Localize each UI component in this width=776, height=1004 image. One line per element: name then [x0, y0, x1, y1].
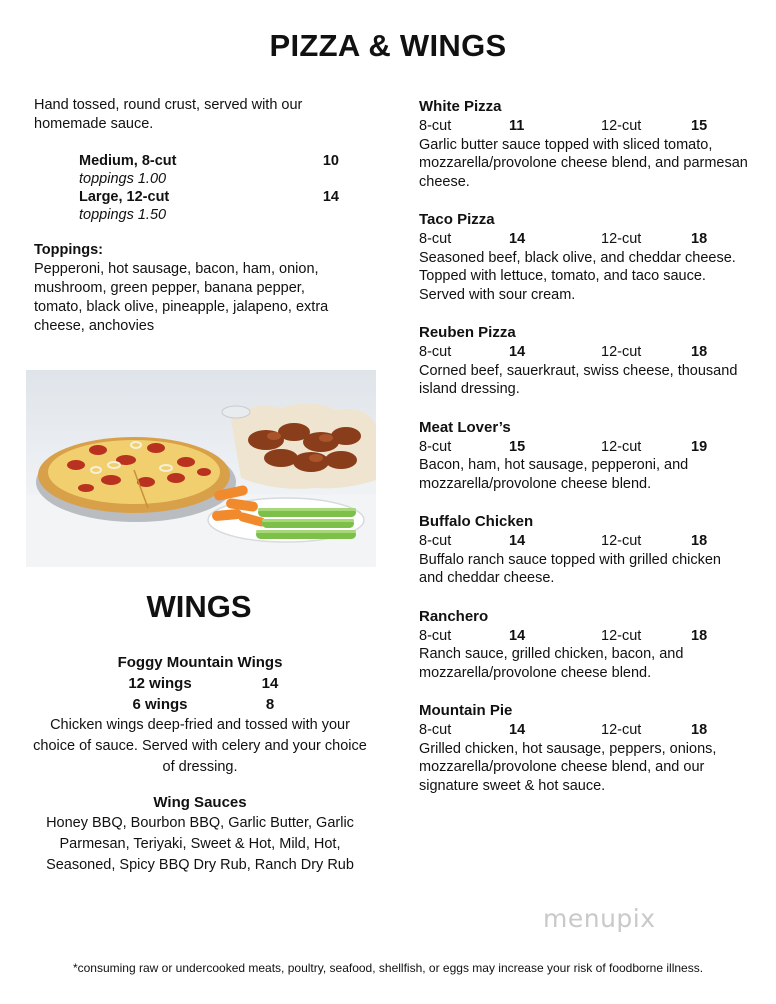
pizza-description: Garlic butter sauce topped with sliced tomato, mozzarella/provolone cheese blend, and parmesan cheese.	[419, 136, 748, 190]
wing-sauces-heading: Wing Sauces	[153, 794, 247, 811]
cut-price: 18	[691, 344, 708, 360]
food-illustration	[26, 370, 376, 567]
pizza-price-row	[419, 721, 749, 740]
wing-price: 8	[265, 696, 275, 713]
wings-item-name: Foggy Mountain Wings	[117, 654, 283, 671]
cut-size: 8-cut	[419, 627, 452, 644]
wings-description: Chicken wings deep-fried and tossed with your choice of sauce. Served with celery and your choice of dressing.	[33, 717, 367, 775]
size-topping-price: toppings 1.50	[79, 207, 167, 223]
wing-quantity: 12 wings	[128, 675, 192, 692]
cut-size: 12-cut	[601, 118, 642, 134]
specialty-pizza-item	[419, 323, 749, 399]
specialty-pizza-item	[419, 512, 749, 588]
size-row-medium	[79, 152, 339, 170]
page-title: PIZZA & WINGS	[269, 28, 507, 63]
cut-price: 14	[509, 627, 526, 644]
pizza-price-row	[419, 532, 749, 551]
pizza-description: Seasoned beef, black olive, and cheddar cheese. Topped with lettuce, tomato, and taco sauce. Served with sour cream.	[419, 249, 736, 303]
size-price: 10	[322, 153, 339, 169]
pizza-description: Corned beef, sauerkraut, swiss cheese, thousand island dressing.	[419, 362, 738, 397]
pizza-name: Reuben Pizza	[419, 324, 516, 341]
wing-option-row	[30, 694, 370, 715]
pizza-description: Ranch sauce, grilled chicken, bacon, and mozzarella/provolone cheese blend.	[419, 646, 684, 681]
size-row-large	[79, 188, 339, 206]
size-price: 14	[322, 189, 339, 205]
wing-sauces-list: Honey BBQ, Bourbon BBQ, Garlic Butter, Garlic Parmesan, Teriyaki, Sweet & Hot, Mild, Hot, Seasoned, Spicy BBQ Dry Rub, Ranch Dry Rub	[46, 815, 354, 873]
specialty-pizza-item	[419, 607, 749, 683]
wings-section	[30, 652, 370, 876]
cut-size: 12-cut	[601, 722, 642, 738]
cut-size: 8-cut	[419, 118, 452, 134]
cut-size: 8-cut	[419, 438, 452, 455]
pizza-name: Buffalo Chicken	[419, 513, 534, 530]
specialty-pizza-item	[419, 418, 749, 494]
cut-size: 12-cut	[601, 231, 642, 247]
menupix-watermark: menupix	[543, 904, 656, 933]
pizza-name: Taco Pizza	[419, 211, 495, 228]
specialty-pizza-list	[419, 97, 749, 814]
toppings-list: Pepperoni, hot sausage, bacon, ham, onion, mushroom, green pepper, banana pepper, tomato, black olive, pineapple, jalapeno, extra cheese, anchovies	[34, 261, 329, 334]
cut-price: 18	[691, 627, 708, 644]
pizza-description: Grilled chicken, hot sausage, peppers, onions, mozzarella/provolone cheese blend, and our signature sweet & hot sauce.	[419, 740, 717, 794]
cut-price: 15	[509, 438, 526, 455]
cut-size: 12-cut	[601, 533, 642, 549]
cut-price: 15	[691, 118, 708, 134]
cut-price: 18	[691, 722, 708, 738]
cut-size: 8-cut	[419, 231, 452, 247]
cut-price: 18	[691, 231, 708, 247]
pizza-name: Mountain Pie	[419, 702, 513, 719]
pizza-price-row	[419, 343, 749, 362]
pizza-description: Bacon, ham, hot sausage, pepperoni, and mozzarella/provolone cheese blend.	[419, 457, 689, 492]
pizza-price-row	[419, 230, 749, 249]
cut-price: 19	[691, 438, 708, 455]
pizza-name: White Pizza	[419, 98, 502, 115]
wing-price: 14	[261, 675, 279, 692]
cut-size: 12-cut	[601, 438, 642, 455]
cut-size: 8-cut	[419, 533, 452, 549]
cut-size: 12-cut	[601, 627, 642, 644]
cut-price: 11	[509, 118, 525, 134]
pizza-description: Buffalo ranch sauce topped with grilled chicken and cheddar cheese.	[419, 551, 722, 586]
toppings-heading: Toppings:	[34, 242, 103, 258]
cut-price: 14	[509, 533, 526, 549]
cut-price: 14	[509, 231, 526, 247]
size-name: Medium, 8-cut	[79, 153, 177, 169]
pizza-price-row	[419, 627, 749, 646]
cut-size: 8-cut	[419, 722, 452, 738]
wing-option-row	[30, 673, 370, 694]
pizza-wings-photo	[26, 370, 376, 567]
cut-price: 14	[509, 344, 526, 360]
size-topping-price: toppings 1.00	[79, 171, 167, 187]
cut-price: 14	[509, 722, 526, 738]
pizza-price-row	[419, 117, 749, 136]
pizza-name: Meat Lover’s	[419, 418, 511, 436]
food-safety-disclaimer: *consuming raw or undercooked meats, poultry, seafood, shellfish, or eggs may increase your risk of foodborne illness.	[72, 961, 704, 975]
wing-quantity: 6 wings	[132, 696, 188, 713]
pizza-price-row	[419, 438, 749, 457]
toppings-section	[34, 241, 354, 336]
cut-price: 18	[691, 533, 708, 549]
specialty-pizza-item	[419, 210, 749, 304]
pizza-name: Ranchero	[419, 607, 489, 625]
specialty-pizza-item	[419, 97, 749, 191]
size-name: Large, 12-cut	[79, 189, 170, 205]
pizza-intro: Hand tossed, round crust, served with our homemade sauce.	[34, 97, 303, 132]
pizza-size-table	[79, 152, 339, 224]
wings-title: WINGS	[146, 589, 252, 624]
cut-size: 12-cut	[601, 344, 642, 360]
cut-size: 8-cut	[419, 344, 452, 360]
specialty-pizza-item	[419, 701, 749, 795]
